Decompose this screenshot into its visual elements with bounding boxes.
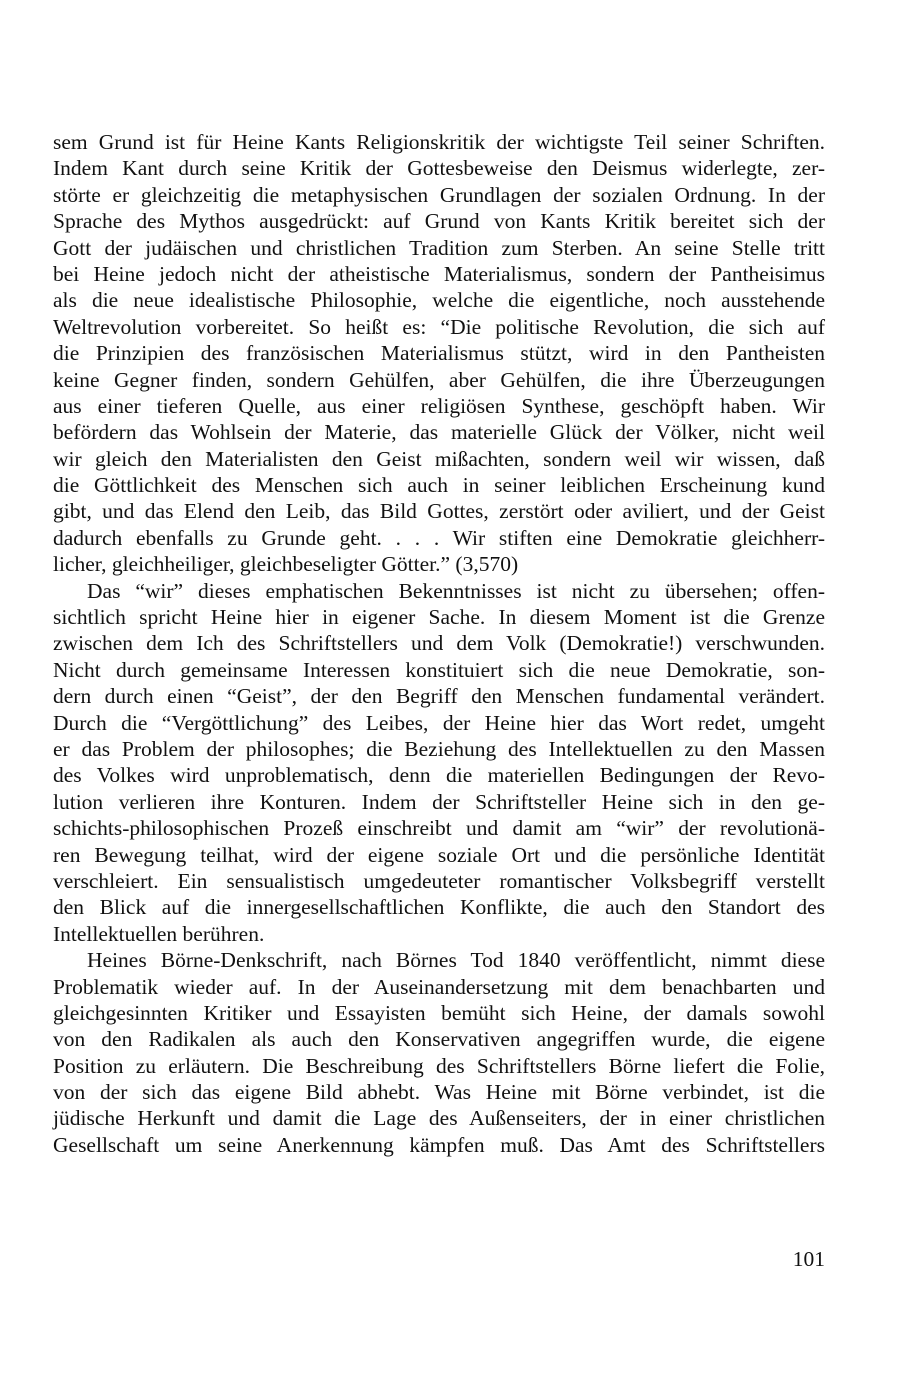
text-line: er das Problem der philosophes; die Beziehung des Intellektuellen zu den Massen: [53, 736, 825, 761]
text-line: Gott der judäischen und christlichen Tradition zum Sterben. An seine Stelle tritt: [53, 235, 825, 260]
text-line: dern durch einen “Geist”, der den Begriff den Menschen fundamental verändert.: [53, 684, 825, 709]
text-line: bei Heine jedoch nicht der atheistische Materialismus, sondern der Pantheisimus: [53, 261, 825, 286]
text-line: sichtlich spricht Heine hier in eigener Sache. In diesem Moment ist die Grenze: [53, 605, 825, 630]
text-line: lution verlieren ihre Konturen. Indem der Schriftsteller Heine sich in den ge-: [53, 789, 825, 814]
text-line: licher, gleichheiliger, gleichbeseligter Götter.” (3,570): [53, 552, 519, 577]
text-line: als die neue idealistische Philosophie, welche die eigentliche, noch ausstehende: [53, 288, 825, 313]
text-line: die Prinzipien des französischen Materialismus stützt, wird in den Pantheisten: [53, 341, 825, 366]
text-line: wir gleich den Materialisten den Geist mißachten, sondern weil wir wissen, daß: [53, 446, 825, 471]
page-body: [53, 129, 825, 1158]
text-line: Nicht durch gemeinsame Interessen konstituiert sich die neue Demokratie, son-: [53, 657, 825, 682]
text-line: jüdische Herkunft und damit die Lage des Außenseiters, der in einer christlichen: [53, 1106, 825, 1131]
text-line: Intellektuellen berühren.: [53, 921, 265, 946]
text-line: keine Gegner finden, sondern Gehülfen, aber Gehülfen, die ihre Überzeugungen: [53, 367, 825, 392]
text-line: gleichgesinnten Kritiker und Essayisten bemüht sich Heine, der damals sowohl: [53, 1000, 825, 1025]
text-line: dadurch ebenfalls zu Grunde geht. . . . Wir stiften eine Demokratie gleichherr-: [53, 525, 825, 550]
text-line: von den Radikalen als auch den Konservativen angegriffen wurde, die eigene: [53, 1027, 825, 1052]
text-line: Heines Börne-Denkschrift, nach Börnes Tod 1840 veröffentlicht, nimmt diese: [87, 948, 825, 973]
text-line: Indem Kant durch seine Kritik der Gottesbeweise den Deismus widerlegte, zer-: [53, 156, 825, 181]
text-line: von der sich das eigene Bild abhebt. Was Heine mit Börne verbindet, ist die: [53, 1080, 825, 1105]
text-line: sem Grund ist für Heine Kants Religionskritik der wichtigste Teil seiner Schriften.: [53, 130, 825, 154]
text-line: ren Bewegung teilhat, wird der eigene soziale Ort und die persönliche Identität: [53, 842, 825, 867]
text-line: befördern das Wohlsein der Materie, das materielle Glück der Völker, nicht weil: [53, 420, 825, 445]
text-line: störte er gleichzeitig die metaphysischen Grundlagen der sozialen Ordnung. In der: [53, 182, 825, 207]
paragraph-3: [53, 947, 825, 1158]
text-line: Das “wir” dieses emphatischen Bekenntnisses ist nicht zu übersehen; offen-: [87, 578, 825, 603]
page-number: 101: [792, 1247, 825, 1271]
text-line: verschleiert. Ein sensualistisch umgedeuteter romantischer Volksbegriff verstellt: [53, 868, 825, 893]
text-line: die Göttlichkeit des Menschen sich auch in seiner leiblichen Erscheinung kund: [53, 473, 825, 498]
text-line: Gesellschaft um seine Anerkennung kämpfen muß. Das Amt des Schriftstellers: [53, 1132, 825, 1157]
text-line: Position zu erläutern. Die Beschreibung des Schriftstellers Börne liefert die Folie,: [53, 1053, 825, 1078]
text-line: gibt, und das Elend den Leib, das Bild Gottes, zerstört oder aviliert, und der Geist: [53, 499, 825, 524]
text-line: Sprache des Mythos ausgedrückt: auf Grund von Kants Kritik bereitet sich der: [53, 209, 825, 234]
text-line: schichts-philosophischen Prozeß einschreibt und damit am “wir” der revolutionä-: [53, 816, 825, 841]
text-line: aus einer tieferen Quelle, aus einer religiösen Synthese, geschöpft haben. Wir: [53, 393, 825, 418]
paragraph-2: [53, 578, 825, 947]
text-line: Weltrevolution vorbereitet. So heißt es: “Die politische Revolution, die sich auf: [53, 314, 825, 339]
text-line: zwischen dem Ich des Schriftstellers und dem Volk (Demokratie!) verschwunden.: [53, 631, 825, 656]
text-line: den Blick auf die innergesellschaftlichen Konflikte, die auch den Standort des: [53, 895, 825, 920]
text-line: Durch die “Vergöttlichung” des Leibes, der Heine hier das Wort redet, umgeht: [53, 710, 825, 735]
text-line: des Volkes wird unproblematisch, denn die materiellen Bedingungen der Revo-: [53, 763, 825, 788]
paragraph-1: [53, 129, 825, 578]
text-line: Problematik wieder auf. In der Auseinandersetzung mit dem benachbarten und: [53, 974, 825, 999]
